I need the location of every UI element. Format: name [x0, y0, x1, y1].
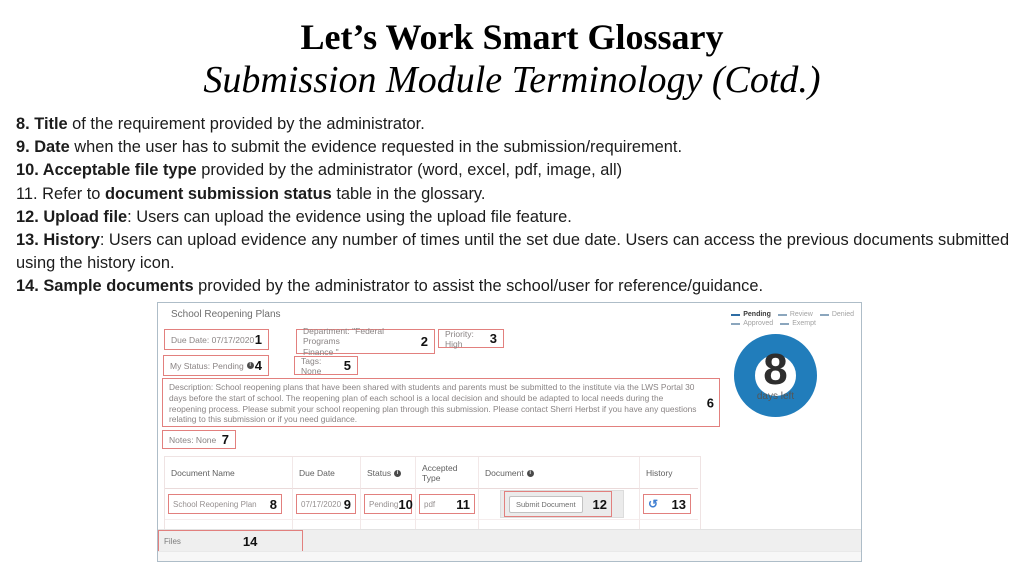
legend-dash-icon — [778, 314, 787, 316]
legend-item-exempt: Exempt — [780, 320, 816, 327]
description-field: Description: School reopening plans that have been shared with students and parents must be submitted to the institute via the LWS Portal 30 days before the start of school. The reopening plan of each school is a local decision and should be adapted to local needs during the reopening process. Please submit your school reopening plan through this submission. Please contact Sherri Herbst if you have any questions relating to this submission or if you need guidance. 6 — [162, 378, 720, 427]
legend-dash-icon — [731, 314, 740, 316]
legend-item-approved: Approved — [731, 320, 773, 327]
submission-title: School Reopening Plans — [171, 309, 281, 320]
callout-3: 3 — [489, 331, 497, 346]
info-icon[interactable] — [527, 470, 534, 477]
title-block — [0, 16, 1024, 102]
legend-dash-icon — [820, 314, 829, 316]
callout-12: 12 — [592, 496, 607, 512]
callout-13: 13 — [671, 496, 686, 512]
glossary-item-9: 9. Date when the user has to submit the evidence requested in the submission/requirement. — [16, 138, 683, 157]
my-status-field: My Status: Pending i 4 — [163, 355, 269, 376]
glossary-item-12: 12. Upload file: Users can upload the evidence using the upload file feature. — [16, 207, 572, 226]
legend-item-denied: Denied — [820, 311, 854, 318]
callout-6: 6 — [706, 395, 714, 410]
notes-field: Notes: None 7 — [162, 430, 236, 449]
header-document: Document i — [479, 457, 640, 489]
cell-document — [479, 489, 640, 519]
tags-field: Tags: None 5 — [294, 356, 358, 375]
glossary-list — [16, 113, 1020, 299]
header-due-date: Due Date — [293, 457, 361, 489]
files-section: Files 14 — [158, 530, 303, 552]
info-icon[interactable] — [247, 362, 254, 369]
legend-dash-icon — [731, 323, 740, 325]
bottom-strip — [158, 551, 861, 561]
glossary-item-10: 10. Acceptable file type provided by the administrator (word, excel, pdf, image, all) — [16, 161, 623, 180]
legend-dash-icon — [780, 323, 789, 325]
days-left-label: days left — [756, 390, 795, 402]
table-row — [165, 489, 700, 519]
callout-14: 14 — [242, 533, 258, 549]
cell-status: Pending 10 — [361, 489, 416, 519]
files-bar — [158, 529, 861, 551]
glossary-item-8: 8. Title of the requirement provided by the administrator. — [16, 115, 425, 133]
legend-item-review: Review — [778, 311, 813, 318]
cell-due-date: 07/17/2020 9 — [293, 489, 361, 519]
callout-8: 8 — [269, 496, 277, 512]
documents-table — [164, 456, 701, 534]
callout-4: 4 — [254, 358, 262, 373]
callout-9: 9 — [343, 496, 351, 512]
glossary-item-13: 13. History: Users can upload evidence any number of times until the set due date. Users can access the previous documents submitted using the history icon. — [16, 231, 1010, 273]
callout-7: 7 — [221, 432, 229, 447]
glossary-item-14: 14. Sample documents provided by the administrator to assist the school/user for reference/guidance. — [16, 277, 764, 296]
legend-row-1 — [731, 311, 854, 318]
upload-area — [500, 490, 624, 518]
status-legend — [731, 311, 854, 329]
days-left-value: 8 — [763, 344, 788, 394]
submit-document-button[interactable]: Submit Document — [509, 496, 583, 513]
legend-row-2 — [731, 320, 854, 327]
legend-item-pending: Pending — [731, 311, 771, 318]
department-field: Department: "Federal Programs Finance " 2 — [296, 329, 435, 354]
priority-field: Priority: High 3 — [438, 329, 504, 348]
cell-document-name: School Reopening Plan 8 — [165, 489, 293, 519]
header-status: Status i — [361, 457, 416, 489]
glossary-item-11: 11. Refer to document submission status table in the glossary. — [16, 184, 486, 203]
cell-history — [640, 489, 698, 519]
callout-5: 5 — [343, 358, 351, 373]
callout-2: 2 — [420, 334, 428, 349]
history-icon[interactable]: ↺ — [648, 497, 659, 511]
callout-11: 11 — [456, 496, 470, 512]
slide-title: Let’s Work Smart Glossary — [300, 17, 724, 57]
days-left-ring — [734, 334, 817, 417]
info-icon[interactable] — [394, 470, 401, 477]
callout-10: 10 — [398, 496, 413, 512]
slide-subtitle: Submission Module Terminology (Cotd.) — [203, 59, 821, 101]
submission-module-screenshot — [157, 302, 862, 562]
header-history: History — [640, 457, 698, 489]
table-header-row — [165, 457, 700, 489]
header-accepted-type: Accepted Type — [416, 457, 479, 489]
cell-accepted-type: pdf 11 — [416, 489, 479, 519]
due-date-field: Due Date: 07/17/2020 1 — [164, 329, 269, 350]
callout-1: 1 — [254, 332, 262, 347]
header-document-name: Document Name — [165, 457, 293, 489]
